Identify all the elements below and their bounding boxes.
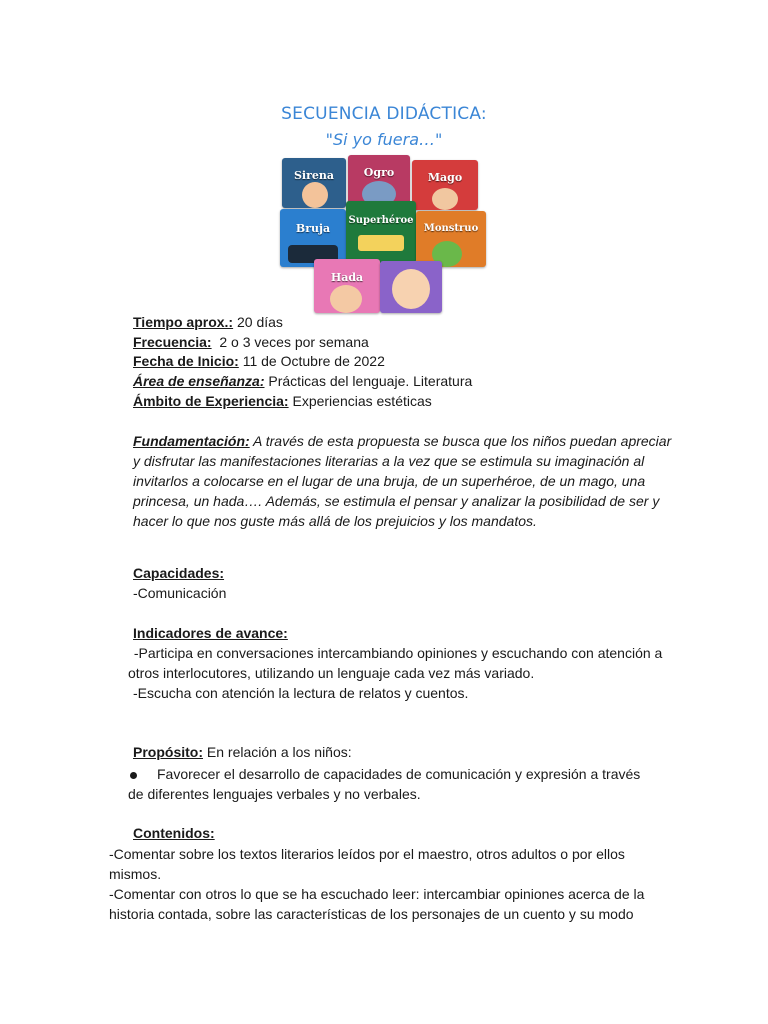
proposito-bullet <box>130 766 640 782</box>
area-label: Área de enseñanza: <box>133 373 265 389</box>
proposito-line <box>133 744 352 760</box>
frecuencia-label: Frecuencia: <box>133 334 212 350</box>
contenidos-line: mismos. <box>109 866 162 882</box>
area-value: Prácticas del lenguaje. Literatura <box>264 373 473 389</box>
capacidades-heading: Capacidades: <box>133 565 225 581</box>
book-label: Ogro <box>363 166 395 180</box>
document-title: SECUENCIA DIDÁCTICA: <box>281 104 487 124</box>
ambito-label: Ámbito de Experiencia: <box>133 393 289 409</box>
book-label: Monstruo <box>423 223 479 235</box>
book-cover-hada <box>314 259 380 313</box>
book-label: Bruja <box>295 221 331 235</box>
indicadores-line: -Participa en conversaciones intercambiando opiniones y escuchando con atención a <box>130 645 663 661</box>
book-cover-superheroe <box>346 201 416 263</box>
book-covers-collage <box>280 155 490 313</box>
capacidades-item: -Comunicación <box>133 585 227 601</box>
proposito-bullet-text: Favorecer el desarrollo de capacidades de comunicación y expresión a través <box>157 766 641 782</box>
book-cover-sirena <box>282 158 346 208</box>
detail-tiempo <box>133 314 283 330</box>
indicadores-heading: Indicadores de avance: <box>133 625 288 641</box>
detail-frecuencia <box>133 334 369 350</box>
contenidos-line: historia contada, sobre las características de los personajes de un cuento y su modo <box>109 906 634 922</box>
book-label: Superhéroe <box>348 214 414 226</box>
fecha-value: 11 de Octubre de 2022 <box>238 353 385 369</box>
bullet-icon <box>130 772 137 779</box>
ambito-value: Experiencias estéticas <box>288 393 432 409</box>
tiempo-value: 20 días <box>233 314 283 330</box>
contenidos-line: -Comentar con otros lo que se ha escuchado leer: intercambiar opiniones acerca de la <box>109 886 645 902</box>
book-label: Hada <box>330 270 364 284</box>
proposito-label: Propósito: <box>133 744 203 760</box>
indicadores-line: otros interlocutores, utilizando un lenguaje cada vez más variado. <box>128 665 535 681</box>
book-cover-monstruo <box>416 211 486 267</box>
proposito-bullet-continued: de diferentes lenguajes verbales y no verbales. <box>128 786 421 802</box>
book-cover-mago <box>412 160 478 210</box>
fundamentacion-label: Fundamentación: <box>133 433 250 449</box>
frecuencia-value: 2 o 3 veces por semana <box>211 334 369 350</box>
fundamentacion-paragraph <box>133 431 673 531</box>
proposito-intro: En relación a los niños: <box>203 744 352 760</box>
book-label: Mago <box>427 171 463 184</box>
book-cover-princesa <box>380 261 442 313</box>
book-cover-ogro <box>348 155 410 207</box>
contenidos-line: -Comentar sobre los textos literarios leídos por el maestro, otros adultos o por ellos <box>109 846 625 862</box>
detail-area <box>133 373 472 389</box>
tiempo-label: Tiempo aprox.: <box>133 314 234 330</box>
detail-fecha <box>133 353 385 369</box>
book-label: Sirena <box>293 169 335 182</box>
document-subtitle: "Si yo fuera…" <box>325 130 443 149</box>
indicadores-line: -Escucha con atención la lectura de relatos y cuentos. <box>133 685 469 701</box>
fundamentacion-text: A través de esta propuesta se busca que los niños puedan apreciar y disfrutar las manifestaciones literarias a la vez que se estimula su imaginación al invitarlos a colocarse en el lugar de una bruja, de un superhéroe, de un mago, una princesa, un hada…. Además, se estimula el pensar y analizar la posibilidad de ser y hacer lo que nos guste más allá de los prejuicios y los mandatos. <box>133 433 672 529</box>
fecha-label: Fecha de Inicio: <box>133 353 239 369</box>
contenidos-heading: Contenidos: <box>133 825 215 841</box>
detail-ambito <box>133 393 432 409</box>
